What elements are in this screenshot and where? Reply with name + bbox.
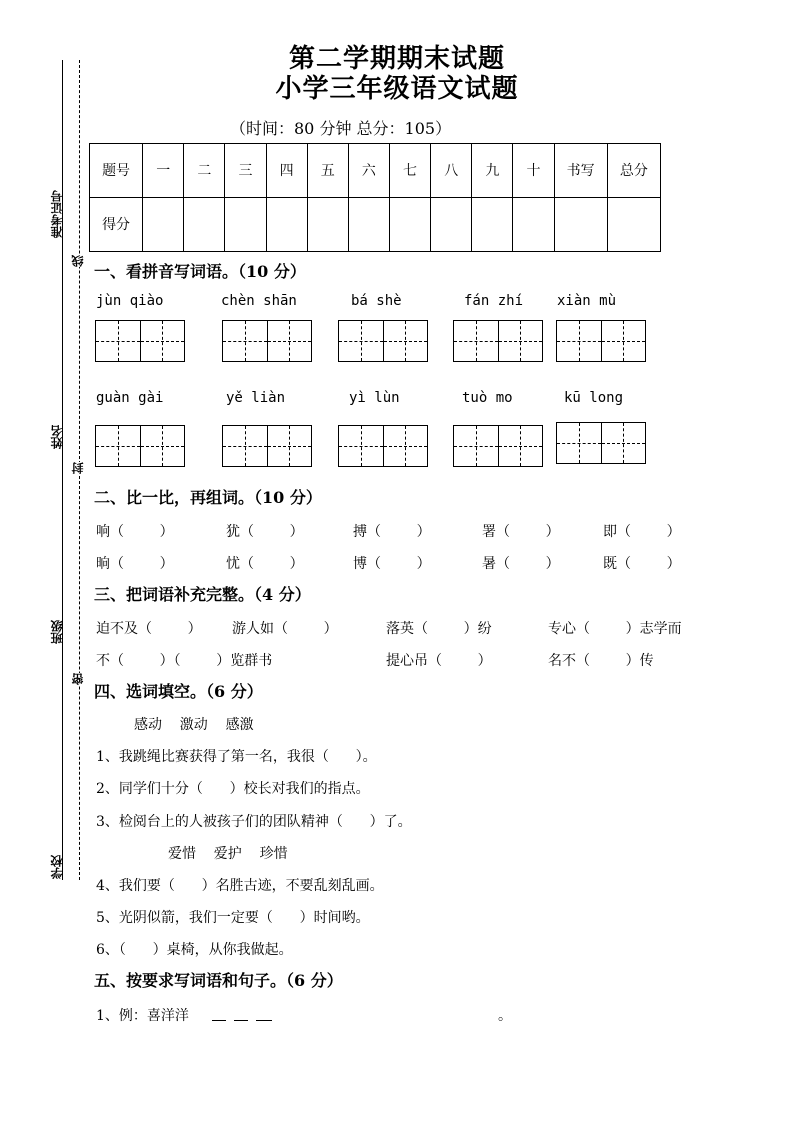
section-2-heading: 二、比一比，再组词。（10 分） (94, 488, 322, 507)
pinyin-label: yì lùn (349, 390, 400, 406)
idiom-item: 名不（ ）传 (548, 653, 654, 669)
fill-question: 5、光阴似箭，我们一定要（ ）时间哟。 (96, 910, 370, 926)
score-header-row (90, 144, 661, 198)
score-header-cell: 八 (431, 144, 472, 198)
score-header-cell: 七 (389, 144, 430, 198)
score-header-cell: 六 (348, 144, 389, 198)
pinyin-label: kū long (564, 390, 624, 406)
section-4-heading: 四、选词填空。（6 分） (94, 682, 263, 701)
score-cell[interactable] (513, 198, 554, 252)
idiom-item: 落英（ ）纷 (386, 621, 492, 637)
exam-info: （时间：80 分钟 总分：105） (230, 119, 452, 138)
compare-item: 既（ ） (603, 556, 681, 572)
score-cell[interactable] (554, 198, 607, 252)
score-table (89, 143, 661, 252)
score-cell[interactable] (348, 198, 389, 252)
word-choices: 感动 激动 感激 (134, 717, 254, 733)
writing-grid[interactable] (95, 425, 185, 467)
score-cell[interactable] (225, 198, 266, 252)
writing-grid[interactable] (453, 425, 543, 467)
score-header-cell: 九 (472, 144, 513, 198)
score-cell[interactable] (143, 198, 184, 252)
score-header-cell: 书写 (554, 144, 607, 198)
sentence-end: 。 (498, 1008, 512, 1024)
score-cell[interactable] (307, 198, 348, 252)
word-choices: 爱惜 爱护 珍惜 (168, 846, 288, 862)
writing-grid[interactable] (556, 320, 646, 362)
blank-line[interactable] (212, 1020, 226, 1021)
writing-grid[interactable] (338, 320, 428, 362)
score-input-row (90, 198, 661, 252)
pinyin-label: bá shè (351, 293, 402, 309)
fill-question: 6、（ ）桌椅，从你我做起。 (96, 942, 293, 958)
pinyin-label: yě liàn (226, 390, 286, 406)
writing-grid[interactable] (338, 425, 428, 467)
fill-question: 1、我跳绳比赛获得了第一名，我很（ ）。 (96, 749, 377, 765)
section-1-heading: 一、看拼音写词语。（10 分） (94, 262, 306, 281)
score-header-cell: 二 (184, 144, 225, 198)
score-header-cell: 四 (266, 144, 307, 198)
page-subtitle: 小学三年级语文试题 (275, 74, 519, 104)
fill-question: 3、检阅台上的人被孩子们的团队精神（ ）了。 (96, 814, 412, 830)
writing-grid[interactable] (222, 320, 312, 362)
compare-item: 响（ ） (96, 524, 174, 540)
pinyin-label: guàn gài (96, 390, 164, 406)
seal-line-mark: 线 (71, 255, 85, 267)
score-header-cell: 五 (307, 144, 348, 198)
writing-grid[interactable] (95, 320, 185, 362)
pinyin-label: xiàn mù (557, 293, 617, 309)
pinyin-label: jùn qiào (96, 293, 164, 309)
idiom-item: 专心（ ）志学而 (548, 621, 682, 637)
writing-grid[interactable] (556, 422, 646, 464)
score-row-label: 得分 (90, 198, 143, 252)
score-header-cell: 题号 (90, 144, 143, 198)
compare-item: 搏（ ） (353, 524, 431, 540)
blank-line[interactable] (234, 1020, 248, 1021)
compare-item: 即（ ） (603, 524, 681, 540)
fill-question: 2、同学们十分（ ）校长对我们的指点。 (96, 781, 370, 797)
compare-item: 晌（ ） (96, 556, 174, 572)
score-cell[interactable] (266, 198, 307, 252)
score-cell[interactable] (431, 198, 472, 252)
score-header-cell: 总分 (607, 144, 660, 198)
exam-number-label: 准考证号 (50, 190, 64, 238)
writing-grid[interactable] (222, 425, 312, 467)
compare-item: 忧（ ） (226, 556, 304, 572)
seal-seal-mark: 封 (71, 462, 85, 474)
score-cell[interactable] (389, 198, 430, 252)
score-header-cell: 一 (143, 144, 184, 198)
score-cell[interactable] (184, 198, 225, 252)
score-header-cell: 十 (513, 144, 554, 198)
section-3-heading: 三、把词语补充完整。（4 分） (94, 585, 311, 604)
score-cell[interactable] (472, 198, 513, 252)
idiom-item: 不（ ）（ ）览群书 (96, 653, 273, 669)
pinyin-label: tuò mo (462, 390, 513, 406)
compare-item: 犹（ ） (226, 524, 304, 540)
idiom-item: 提心吊（ ） (386, 653, 492, 669)
idiom-item: 迫不及（ ） (96, 621, 202, 637)
score-cell[interactable] (607, 198, 660, 252)
compare-item: 暑（ ） (482, 556, 560, 572)
score-header-cell: 三 (225, 144, 266, 198)
page-title: 第二学期期末试题 (288, 44, 505, 74)
example-prefix: 1、例：喜洋洋 (96, 1008, 189, 1024)
school-label: 学校 (50, 855, 64, 879)
compare-item: 博（ ） (353, 556, 431, 572)
idiom-item: 游人如（ ） (232, 621, 338, 637)
pinyin-label: chèn shān (221, 293, 297, 309)
blank-line[interactable] (256, 1020, 272, 1021)
compare-item: 署（ ） (482, 524, 560, 540)
pinyin-label: fán zhí (464, 293, 524, 309)
name-label: 姓名 (50, 425, 64, 449)
seal-secret-mark: 密 (71, 673, 85, 685)
writing-grid[interactable] (453, 320, 543, 362)
fill-question: 4、我们要（ ）名胜古迹，不要乱刻乱画。 (96, 878, 384, 894)
binding-solid-line (62, 60, 63, 880)
class-label: 班级 (50, 620, 64, 644)
section-5-heading: 五、按要求写词语和句子。（6 分） (94, 971, 343, 990)
